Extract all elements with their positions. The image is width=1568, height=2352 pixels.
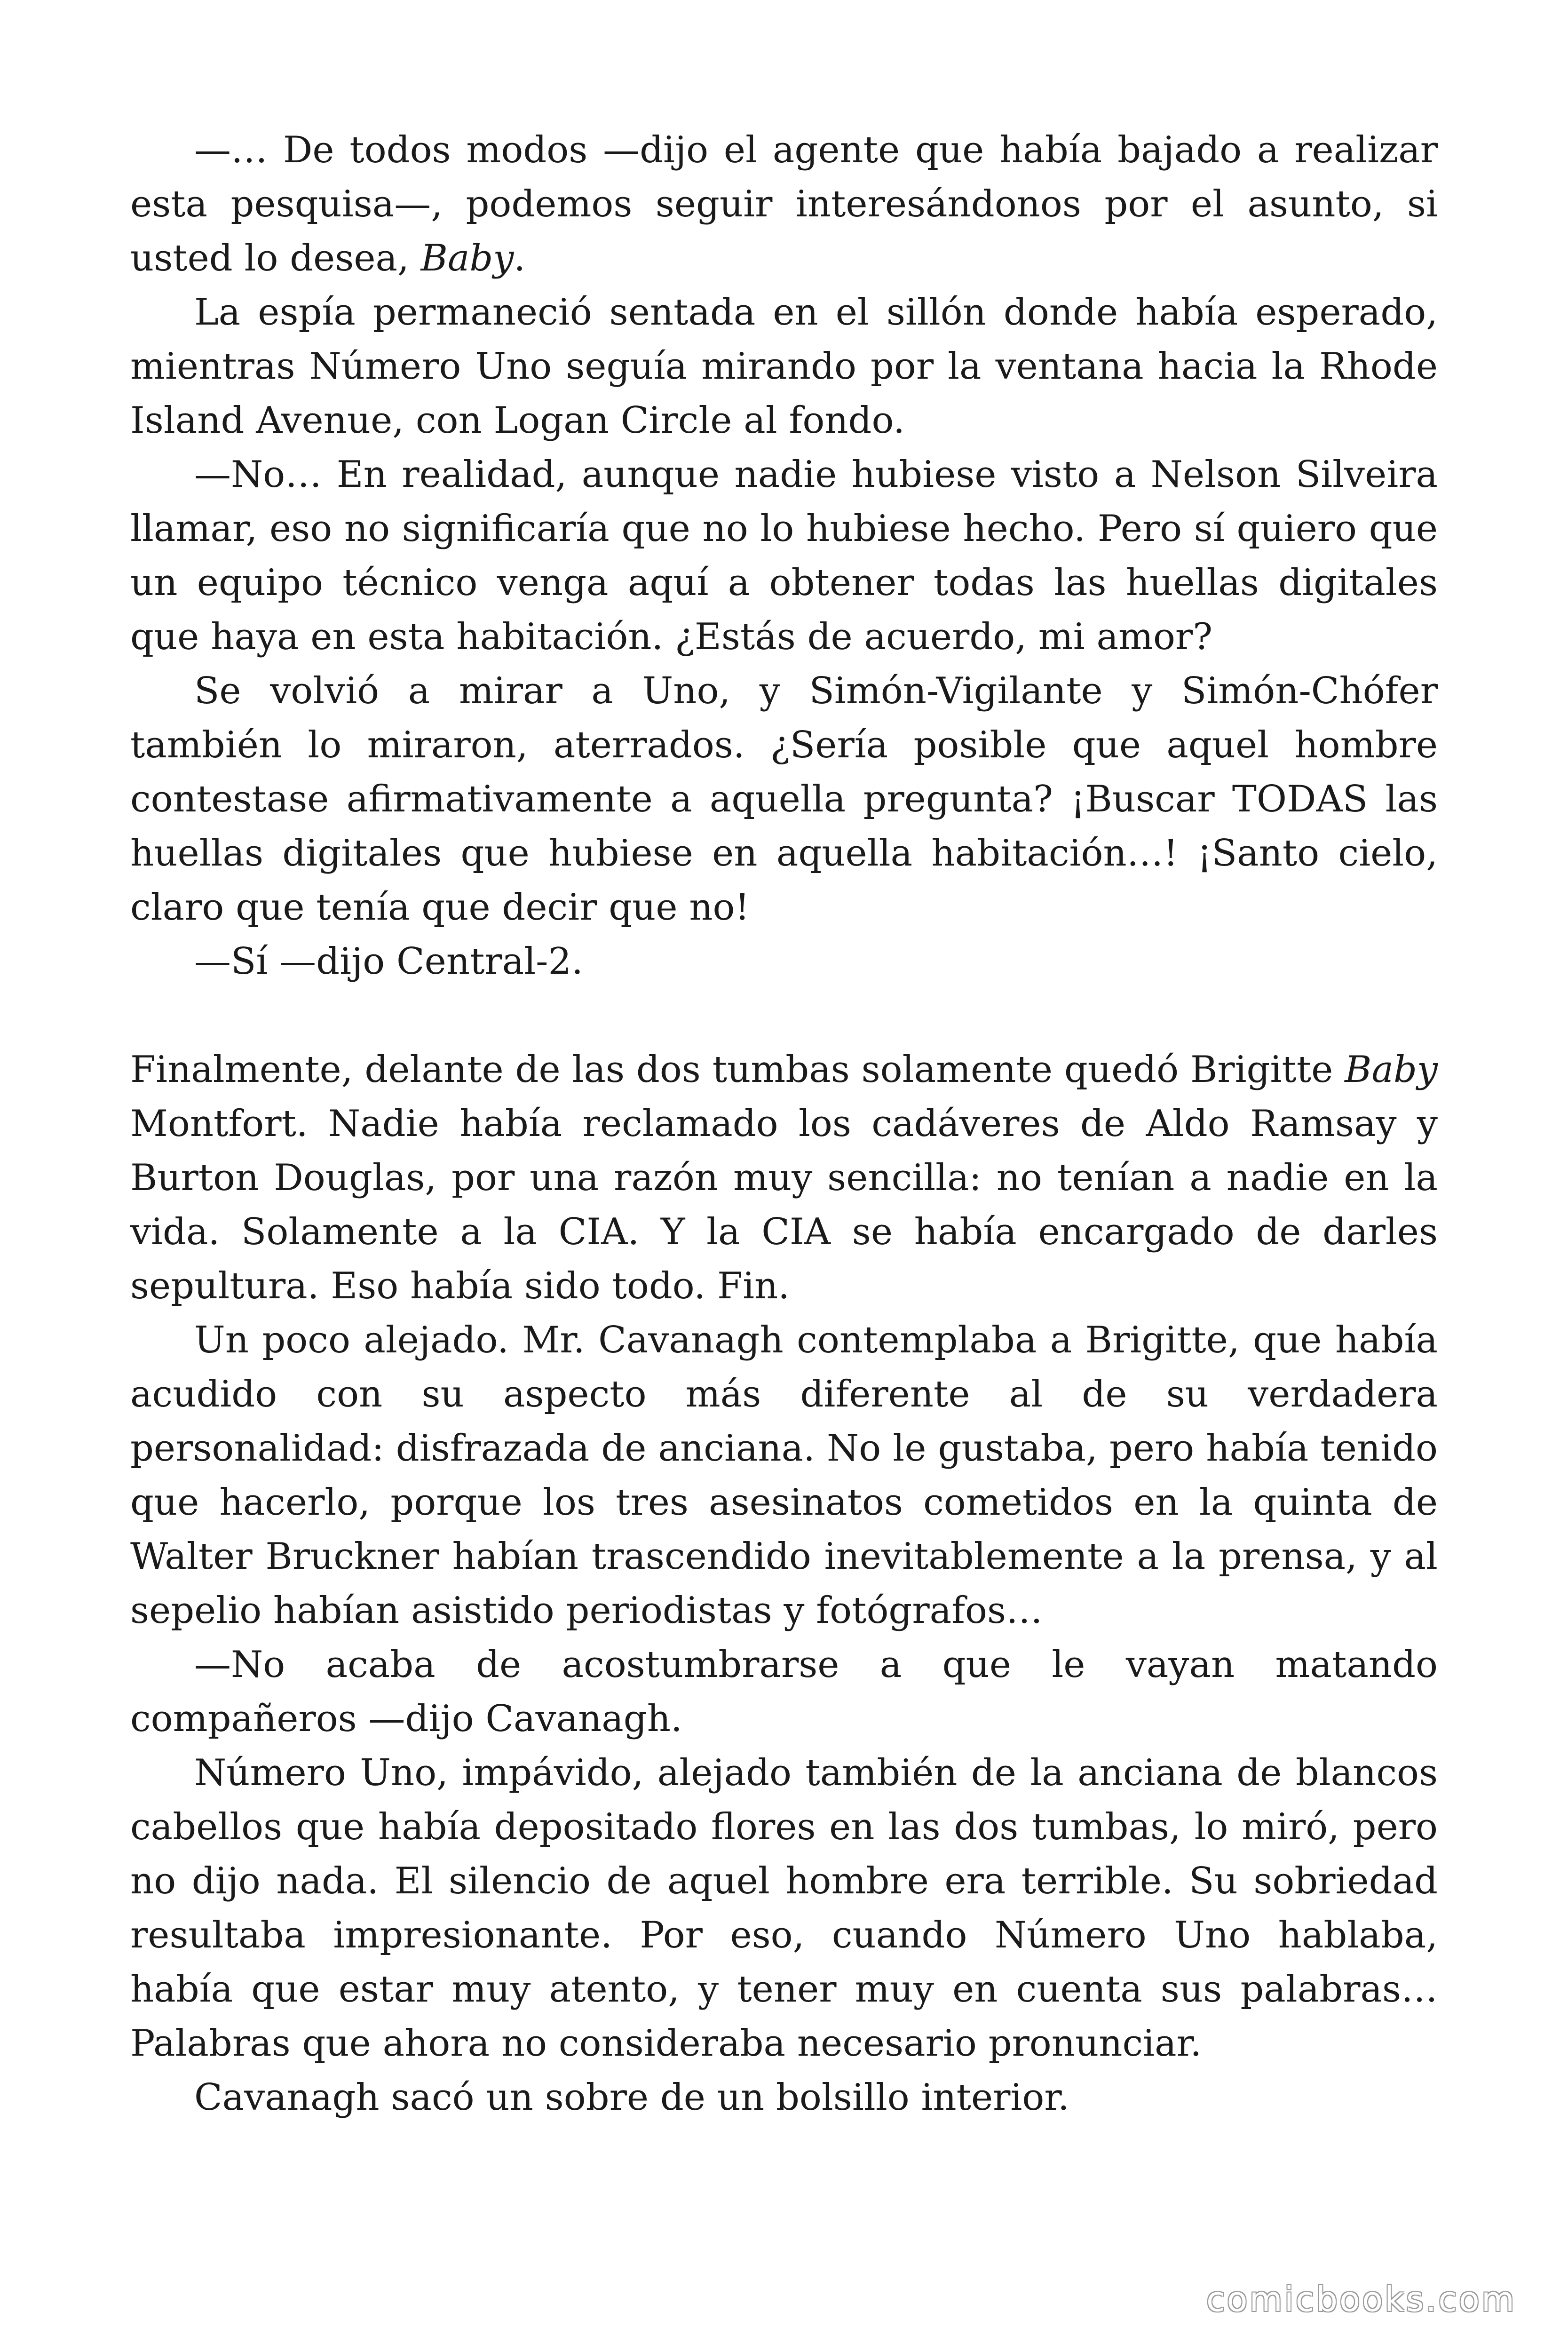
text-run: —Sí —dijo Central-2. (194, 940, 583, 983)
book-page-text (130, 123, 1438, 2125)
paragraph-p1 (130, 123, 1438, 286)
text-run: Finalmente, delante de las dos tumbas solamente quedó Brigitte (130, 1049, 1345, 1091)
paragraph-p7 (130, 1313, 1438, 1638)
paragraph-p6 (130, 1043, 1438, 1313)
text-run: Cavanagh sacó un sobre de un bolsillo interior. (194, 2076, 1069, 2119)
text-run: —No… En realidad, aunque nadie hubiese visto a Nelson Silveira llamar, eso no significaría que no lo hubiese hecho. Pero sí quiero que un equipo técnico venga aquí a obtener todas las huellas digitales que haya en esta habitación. ¿Estás de acuerdo, mi amor? (130, 453, 1438, 658)
text-run: Montfort. Nadie había reclamado los cadáveres de Aldo Ramsay y Burton Douglas, por una razón muy sencilla: no tenían a nadie en la vida. Solamente a la CIA. Y la CIA se había encargado de darles sepultura. Eso había sido todo. Fin. (130, 1103, 1438, 1307)
text-run: . (514, 237, 526, 279)
text-run: Un poco alejado. Mr. Cavanagh contemplaba a Brigitte, que había acudido con su aspecto más diferente al de su verdadera personalidad: disfrazada de anciana. No le gustaba, pero había tenido que hacerlo, porque los tres asesinatos cometidos en la quinta de Walter Bruckner habían trascendido inevitablemente a la prensa, y al sepelio habían asistido periodistas y fotógrafos… (130, 1319, 1438, 1632)
paragraph-p9 (130, 1746, 1438, 2071)
section-break (130, 989, 1438, 1043)
paragraph-p4 (130, 664, 1438, 935)
paragraph-p3 (130, 448, 1438, 664)
paragraph-p10 (130, 2071, 1438, 2125)
italic-text: Baby (420, 237, 514, 279)
watermark-logo: comicbooks.com (1206, 2280, 1516, 2319)
text-run: —No acaba de acostumbrarse a que le vayan matando compañeros —dijo Cavanagh. (130, 1644, 1438, 1740)
text-run: Se volvió a mirar a Uno, y Simón-Vigilante y Simón-Chófer también lo miraron, aterrados. ¿Sería posible que aquel hombre contestase afirmativamente a aquella pregunta? ¡Buscar TODAS las huellas digitales que hubiese en aquella habitación…! ¡Santo cielo, claro que tenía que decir que no! (130, 670, 1438, 929)
paragraph-p2 (130, 286, 1438, 448)
paragraph-p8 (130, 1638, 1438, 1746)
text-run: La espía permaneció sentada en el sillón donde había esperado, mientras Número Uno seguía mirando por la ventana hacia la Rhode Island Avenue, con Logan Circle al fondo. (130, 291, 1438, 442)
text-run: Número Uno, impávido, alejado también de la anciana de blancos cabellos que había depositado flores en las dos tumbas, lo miró, pero no dijo nada. El silencio de aquel hombre era terrible. Su sobriedad resultaba impresionante. Por eso, cuando Número Uno hablaba, había que estar muy atento, y tener muy en cuenta sus palabras… Palabras que ahora no consideraba necesario pronunciar. (130, 1752, 1438, 2065)
italic-text: Baby (1345, 1049, 1438, 1091)
text-run: —… De todos modos —dijo el agente que había bajado a realizar esta pesquisa—, podemos seguir interesándonos por el asunto, si usted lo desea, (130, 129, 1438, 279)
paragraph-p5 (130, 935, 1438, 989)
